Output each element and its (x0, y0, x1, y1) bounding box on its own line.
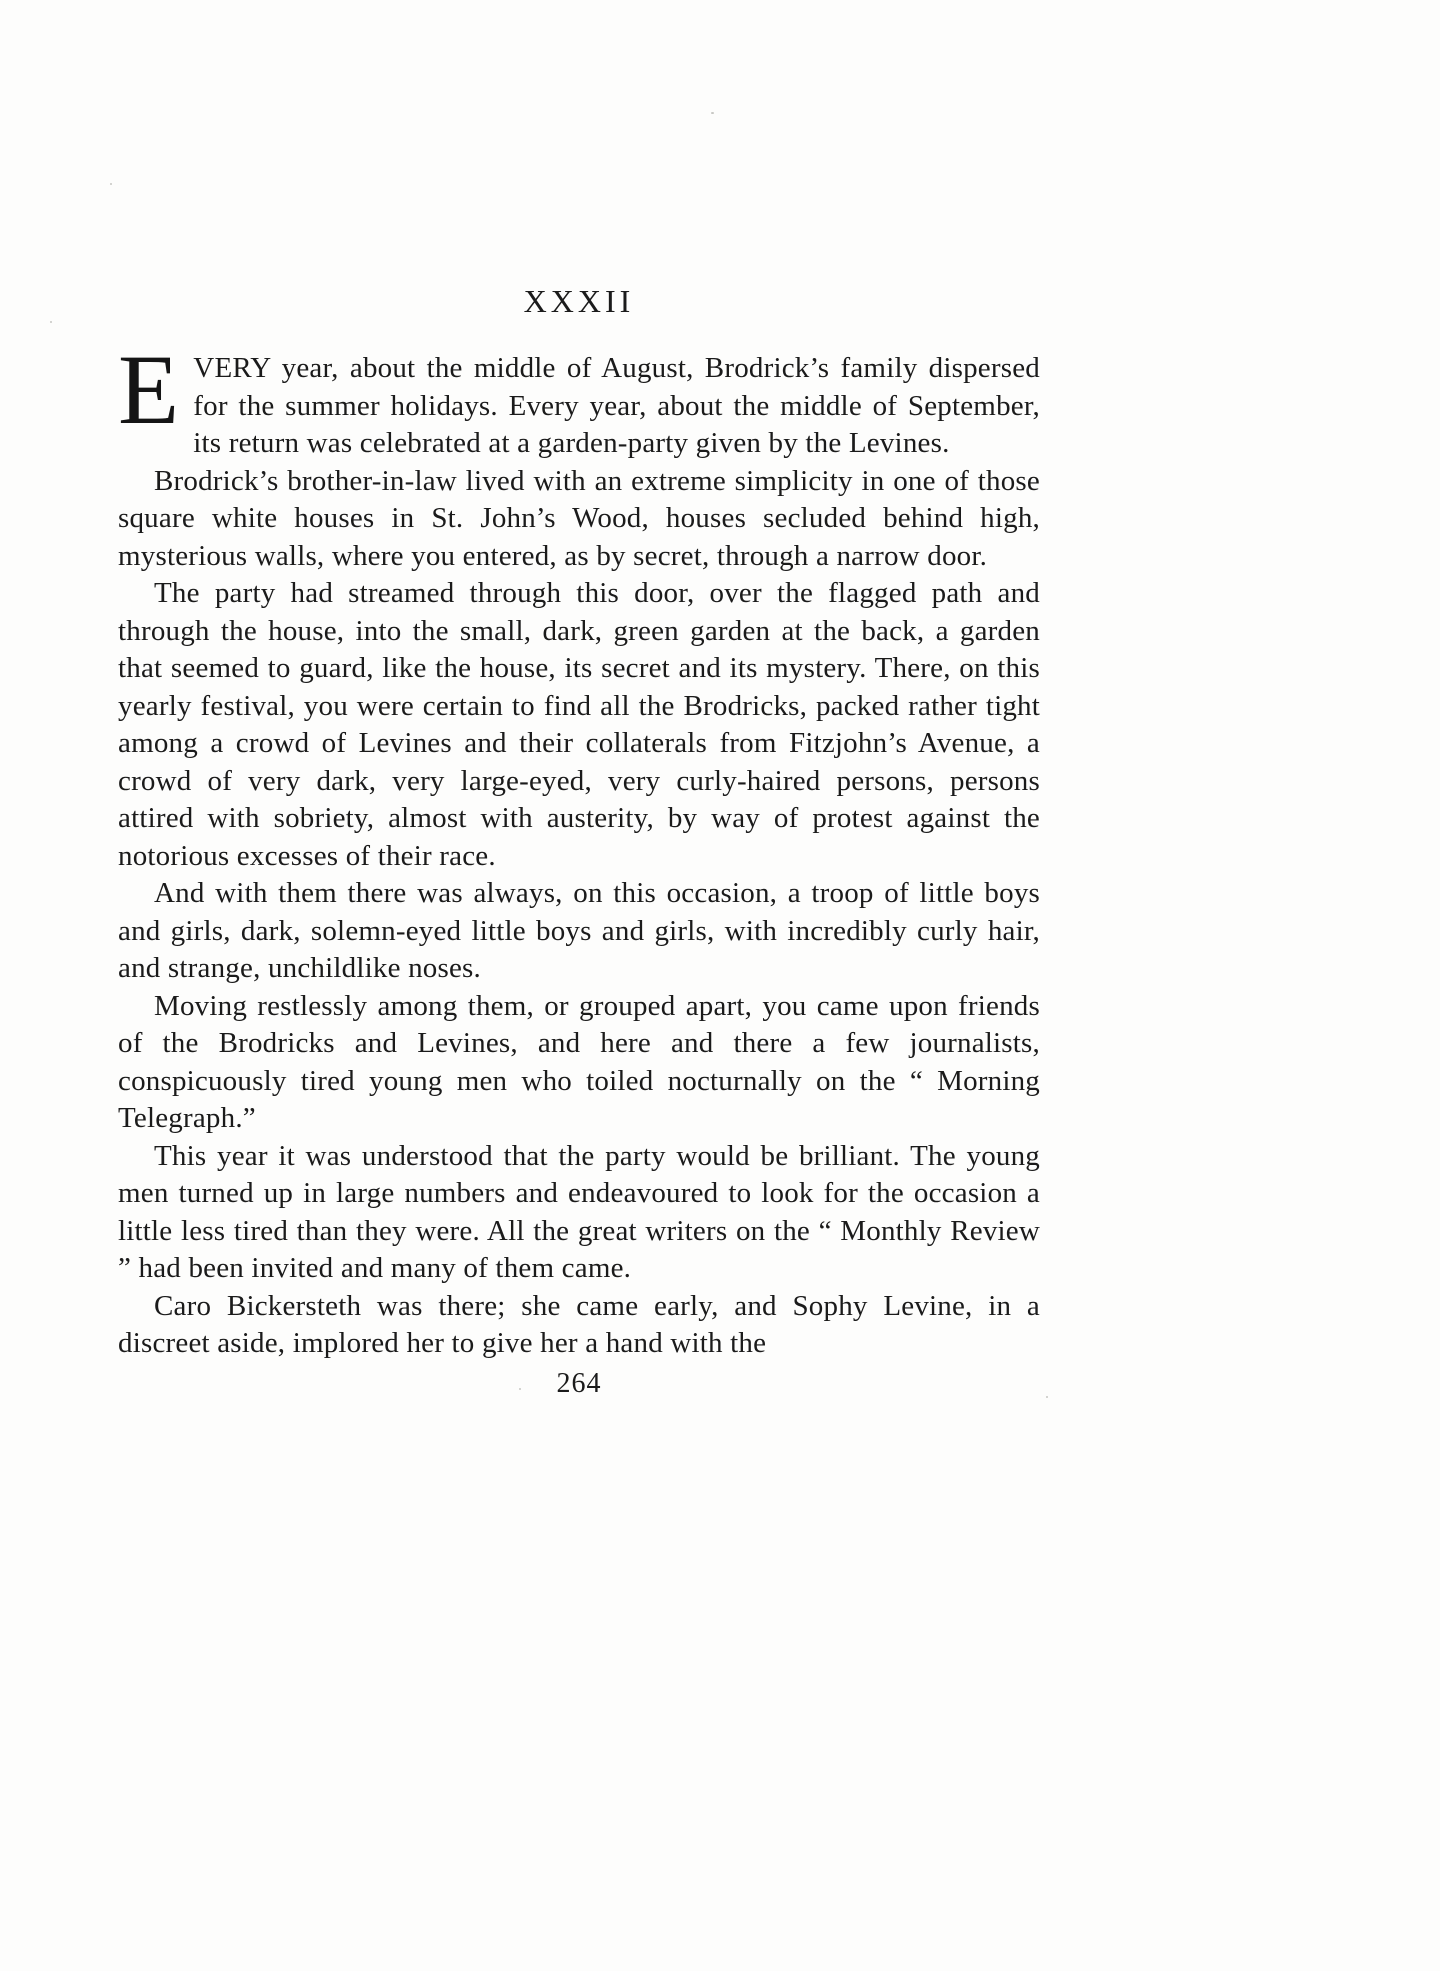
scan-speck (711, 112, 714, 114)
paragraph-7: Caro Bickersteth was there; she came early, and Sophy Levine, in a discreet aside, implored her to give her a hand with the (118, 1289, 1040, 1359)
paragraph-opening (118, 334, 1040, 463)
page-number: 264 (556, 1367, 602, 1399)
chapter-heading: XXXII (523, 283, 635, 319)
paragraph-4: And with them there was always, on this occasion, a troop of little boys and girls, dark, solemn-eyed little boys and girls, with incredibly curly hair, and strange, unchildlike noses. (118, 877, 1040, 984)
paragraph-5: Moving restlessly among them, or grouped apart, you came upon friends of the Brodricks and Levines, and here and there a few journalists, conspicuously tired young men who toiled nocturnally on the “ Morning Telegraph.” (118, 989, 1040, 1134)
scan-speck (110, 183, 112, 185)
paragraph-2: Brodrick’s brother-in-law lived with an extreme simplicity in one of those square white houses in St. John’s Wood, houses secluded behind high, mysterious walls, where you entered, as by secret, through a narrow door. (118, 464, 1040, 572)
scan-speck (50, 321, 52, 323)
paragraph-3: The party had streamed through this door, over the flagged path and through the house, into the small, dark, green garden at the back, a garden that seemed to guard, like the house, its secret and its mystery. There, on this yearly festival, you were certain to find all the Brodricks, packed rather tight among a crowd of Levines and their collaterals from Fitzjohn’s Avenue, a crowd of very dark, very large-eyed, very curly-haired persons, persons attired with sobriety, almost with austerity, by way of protest against the notorious excesses of their race. (118, 577, 1040, 872)
drop-cap: E (118, 334, 180, 445)
text-block (118, 283, 1040, 1400)
paragraph-opening-text: VERY year, about the middle of August, Brodrick’s family dispersed for the summer holidays. Every year, about the middle of September, its return was celebrated at a garden-party given by the Levines. (193, 352, 1040, 459)
scan-speck (1046, 1396, 1048, 1398)
paragraph-6: This year it was understood that the party would be brilliant. The young men turned up in large numbers and endeavoured to look for the occasion a little less tired than they were. All the great writers on the “ Monthly Review ” had been invited and many of them came. (118, 1139, 1040, 1284)
